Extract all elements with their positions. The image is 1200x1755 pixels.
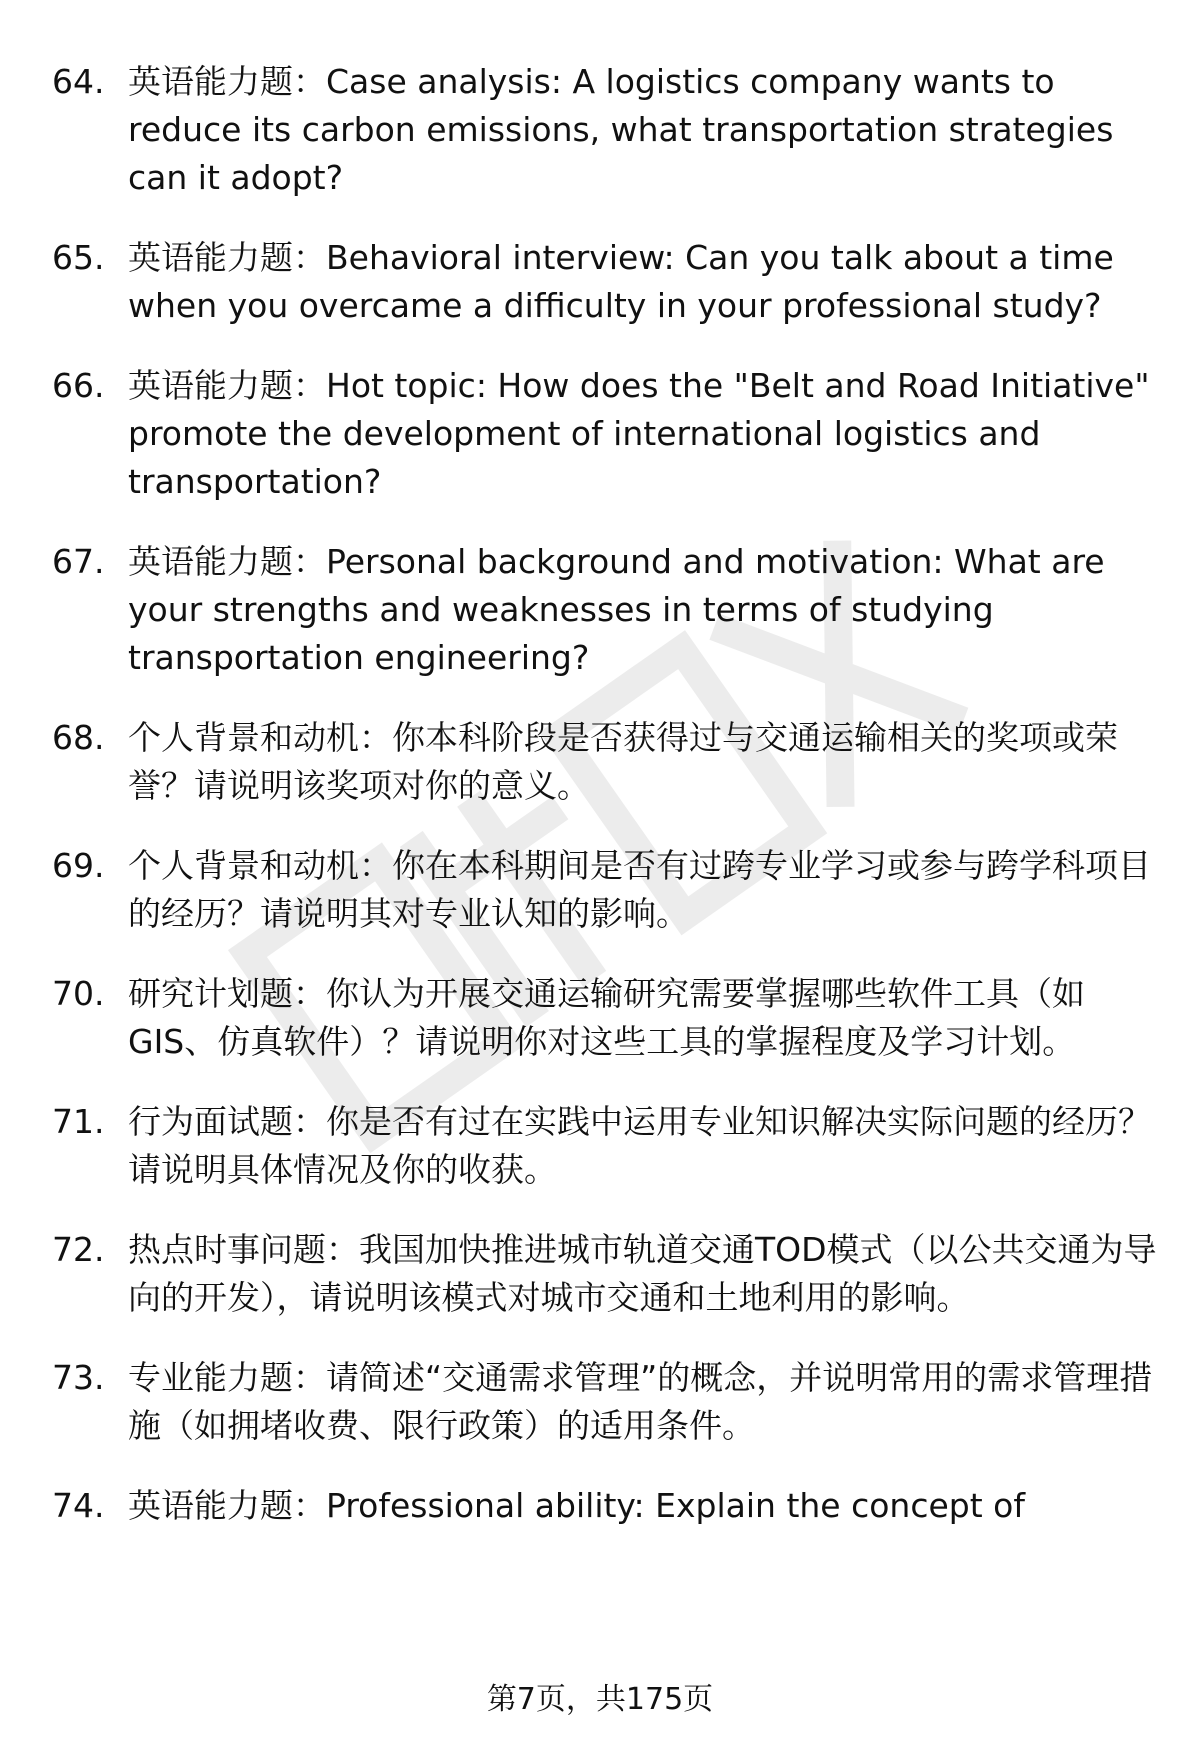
question-text: 个人背景和动机：你在本科期间是否有过跨专业学习或参与跨学科项目的经历？请说明其对专业认知的影响。: [128, 846, 1151, 933]
question-item: [52, 538, 1162, 682]
question-text: 研究计划题：你认为开展交通运输研究需要掌握哪些软件工具（如GIS、仿真软件）？请说明你对这些工具的掌握程度及学习计划。: [128, 974, 1085, 1061]
question-text: 英语能力题：Case analysis: A logistics company wants to reduce its carbon emissions, what transportation strategies can it adopt?: [128, 62, 1114, 197]
question-text: 英语能力题：Behavioral interview: Can you talk about a time when you overcame a difficulty in your professional study?: [128, 238, 1114, 325]
question-item: [52, 1226, 1162, 1322]
question-text: 英语能力题：Hot topic: How does the "Belt and Road Initiative" promote the development of international logistics and transportation?: [128, 366, 1150, 501]
question-number: 69.: [52, 846, 105, 885]
question-text: 个人背景和动机：你本科阶段是否获得过与交通运输相关的奖项或荣誉？请说明该奖项对你的意义。: [128, 718, 1118, 805]
question-number: 68.: [52, 718, 105, 757]
question-number: 66.: [52, 366, 105, 405]
question-text: 英语能力题：Professional ability: Explain the concept of: [128, 1486, 1025, 1525]
question-text: 专业能力题：请简述“交通需求管理”的概念，并说明常用的需求管理措施（如拥堵收费、限行政策）的适用条件。: [128, 1358, 1153, 1445]
question-number: 64.: [52, 62, 105, 101]
question-item: [52, 1354, 1162, 1450]
question-number: 67.: [52, 542, 105, 581]
question-item: [52, 842, 1162, 938]
question-item: [52, 714, 1162, 810]
question-item: [52, 970, 1162, 1066]
question-item: [52, 362, 1162, 506]
question-number: 71.: [52, 1102, 105, 1141]
question-item: [52, 1482, 1162, 1530]
question-number: 70.: [52, 974, 105, 1013]
question-number: 72.: [52, 1230, 105, 1269]
question-list: [52, 58, 1162, 1562]
question-text: 英语能力题：Personal background and motivation: What are your strengths and weaknesses in terms of studying transportation engineering?: [128, 542, 1105, 677]
question-text: 行为面试题：你是否有过在实践中运用专业知识解决实际问题的经历？请说明具体情况及你的收获。: [128, 1102, 1151, 1189]
page-number-footer: 第7页，共175页: [486, 1682, 714, 1717]
question-number: 74.: [52, 1486, 105, 1525]
question-item: [52, 1098, 1162, 1194]
question-text: 热点时事问题：我国加快推进城市轨道交通TOD模式（以公共交通为导向的开发），请说明该模式对城市交通和土地利用的影响。: [128, 1230, 1157, 1317]
question-number: 73.: [52, 1358, 105, 1397]
question-number: 65.: [52, 238, 105, 277]
question-item: [52, 234, 1162, 330]
question-item: [52, 58, 1162, 202]
